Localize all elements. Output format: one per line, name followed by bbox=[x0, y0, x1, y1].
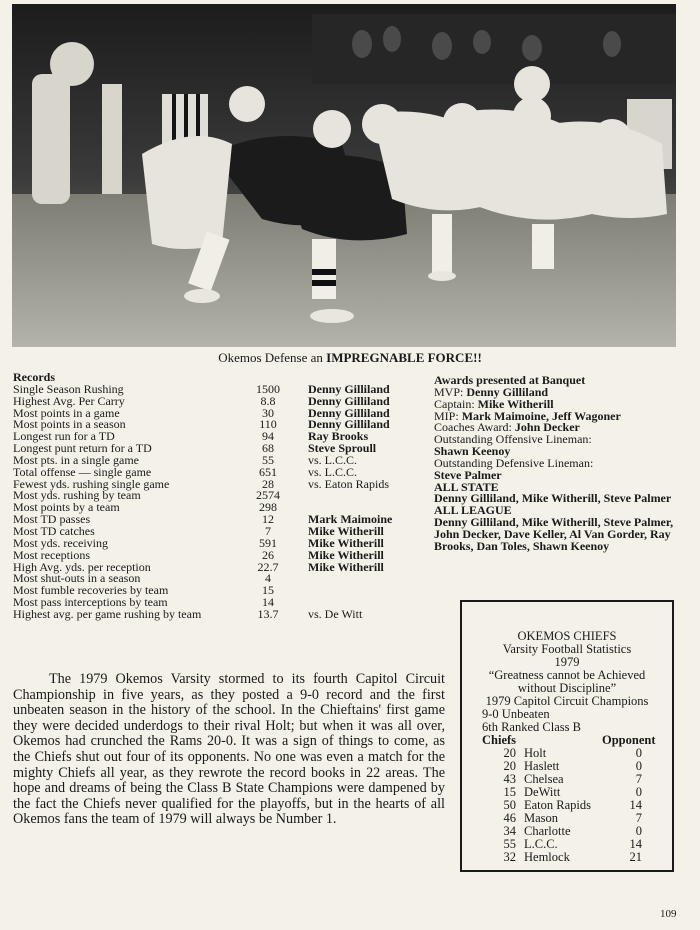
record-label: Most points in a game bbox=[13, 405, 120, 420]
record-value: 651 bbox=[259, 464, 277, 479]
record-value: 94 bbox=[262, 429, 274, 444]
record-holder: Denny Gilliland bbox=[308, 417, 390, 432]
awards-heading: Awards presented at Banquet bbox=[434, 373, 586, 387]
award-recipient: Denny Gilliland bbox=[466, 384, 549, 399]
stats-year: 1979 bbox=[554, 655, 580, 669]
game-row bbox=[462, 851, 672, 864]
records-section bbox=[13, 372, 423, 621]
record-holder: Mike Witherill bbox=[308, 547, 384, 562]
football-scene-illustration bbox=[12, 4, 676, 347]
season-story: The 1979 Okemos Varsity stormed to its fourth Capitol Circuit Championship in five years, as they posted a 9-0 record and the first unbeaten season in the history of the school. In the Chieftains' first game they were decided underdogs to their rival Holt; but when it was all over, Okemos had crunched the Rams 20-0. It was a sign of things to come, as the Chiefs shut out four of its opponents. No one was even a match for the mighty Chiefs all year, as they rewrote the record books in 22 areas. The hope and dreams of being the Class B State Champions were dampened by the fact the Chiefs never qualified for the playoffs, but in the hearts of all Okemos fans the team of 1979 will always be Number 1. bbox=[13, 671, 445, 828]
opponent-team: Charlotte bbox=[524, 824, 571, 838]
opponent-team: Hemlock bbox=[524, 850, 570, 864]
award-recipient: Denny Gilliland, Mike Witherill, Steve Palmer, John Decker, Dave Keller, Al Van Gorder, Ray Brooks, Dan Toles, Shawn Keenoy bbox=[434, 515, 674, 553]
caption-text: Okemos Defense an bbox=[218, 350, 327, 365]
opponent-team: DeWitt bbox=[524, 785, 561, 799]
chiefs-score: 34 bbox=[503, 824, 516, 838]
record-label: Most pass interceptions by team bbox=[13, 595, 168, 610]
record-row bbox=[13, 606, 423, 621]
stats-ranked: 6th Ranked Class B bbox=[482, 720, 581, 734]
caption-emphasis: IMPREGNABLE FORCE!! bbox=[326, 350, 482, 365]
record-value: 8.8 bbox=[260, 393, 276, 408]
record-value: 15 bbox=[262, 583, 274, 598]
record-holder: vs. L.C.C. bbox=[308, 464, 358, 479]
record-value: 7 bbox=[265, 523, 271, 538]
award-line bbox=[434, 517, 694, 553]
opponent-team: Mason bbox=[524, 811, 559, 825]
award-label: MVP: bbox=[434, 384, 467, 399]
record-label: High Avg. yds. per reception bbox=[13, 559, 151, 574]
football-photo bbox=[12, 4, 676, 347]
record-value: 591 bbox=[259, 535, 277, 550]
opponent-score: 0 bbox=[635, 746, 642, 760]
award-recipient: Shawn Keenoy bbox=[434, 444, 511, 459]
photo-caption bbox=[0, 350, 700, 366]
award-label: Captain: bbox=[434, 396, 478, 411]
col-chiefs: Chiefs bbox=[482, 733, 517, 747]
record-holder: vs. L.C.C. bbox=[308, 452, 358, 467]
stats-subtitle: Varsity Football Statistics bbox=[502, 642, 632, 656]
awards-section bbox=[434, 375, 694, 553]
award-recipient: John Decker bbox=[514, 420, 580, 435]
record-label: Most TD passes bbox=[13, 512, 91, 527]
record-label: Most receptions bbox=[13, 547, 90, 562]
award-label: Coaches Award: bbox=[434, 420, 515, 435]
opponent-team: L.C.C. bbox=[524, 837, 558, 851]
chiefs-score: 46 bbox=[503, 811, 516, 825]
record-value: 68 bbox=[262, 441, 274, 456]
record-holder: Mike Witherill bbox=[308, 535, 384, 550]
record-value: 22.7 bbox=[257, 559, 279, 574]
opponent-score: 7 bbox=[635, 772, 642, 786]
chiefs-score: 20 bbox=[503, 759, 516, 773]
record-label: Highest avg. per game rushing by team bbox=[13, 606, 202, 621]
record-label: Most yds. rushing by team bbox=[13, 488, 141, 503]
award-recipient: Mike Witherill bbox=[477, 396, 554, 411]
stats-unbeaten: 9-0 Unbeaten bbox=[482, 707, 550, 721]
record-label: Most shut-outs in a season bbox=[13, 571, 141, 586]
record-holder: Denny Gilliland bbox=[308, 393, 390, 408]
record-holder: Mark Maimoine bbox=[308, 512, 393, 527]
record-label: Longest run for a TD bbox=[13, 429, 115, 444]
award-recipient: ALL LEAGUE bbox=[434, 503, 512, 518]
stats-quote: “Greatness cannot be Achieved without Discipline” bbox=[488, 668, 646, 695]
opponent-score: 21 bbox=[629, 850, 642, 864]
chiefs-score: 43 bbox=[503, 772, 516, 786]
record-label: Most yds. receiving bbox=[13, 535, 108, 550]
record-value: 55 bbox=[262, 452, 274, 467]
record-holder: vs. De Witt bbox=[308, 606, 363, 621]
record-label: Most pts. in a single game bbox=[13, 452, 139, 467]
record-value: 14 bbox=[262, 595, 274, 610]
opponent-score: 7 bbox=[635, 811, 642, 825]
records-heading: Records bbox=[13, 370, 55, 384]
record-holder: Ray Brooks bbox=[308, 429, 369, 444]
record-holder: Denny Gilliland bbox=[308, 405, 390, 420]
stats-title: OKEMOS CHIEFS bbox=[517, 629, 617, 643]
award-recipient: ALL STATE bbox=[434, 479, 499, 494]
record-label: Most fumble recoveries by team bbox=[13, 583, 169, 598]
col-opponent: Opponent bbox=[602, 733, 656, 747]
stats-champions: 1979 Capitol Circuit Champions bbox=[485, 694, 649, 708]
opponent-team: Haslett bbox=[524, 759, 560, 773]
record-holder: Mike Witherill bbox=[308, 523, 384, 538]
award-label: Outstanding Offensive Lineman: bbox=[434, 432, 592, 447]
opponent-score: 0 bbox=[635, 759, 642, 773]
record-holder: Mike Witherill bbox=[308, 559, 384, 574]
record-value: 13.7 bbox=[257, 606, 279, 621]
award-label: MIP: bbox=[434, 408, 462, 423]
record-holder: Denny Gilliland bbox=[308, 381, 390, 396]
chiefs-score: 55 bbox=[503, 837, 516, 851]
opponent-score: 0 bbox=[635, 824, 642, 838]
record-value: 1500 bbox=[256, 381, 280, 396]
record-value: 110 bbox=[259, 417, 277, 432]
opponent-team: Eaton Rapids bbox=[524, 798, 592, 812]
chiefs-score: 20 bbox=[503, 746, 516, 760]
record-holder: vs. Eaton Rapids bbox=[308, 476, 389, 491]
award-recipient: Steve Palmer bbox=[434, 467, 502, 482]
record-label: Fewest yds. rushing single game bbox=[13, 476, 170, 491]
records-list bbox=[13, 381, 423, 621]
games-list bbox=[462, 747, 672, 864]
opponent-score: 0 bbox=[635, 785, 642, 799]
opponent-score: 14 bbox=[629, 798, 642, 812]
record-label: Longest punt return for a TD bbox=[13, 441, 152, 456]
record-value: 30 bbox=[262, 405, 274, 420]
record-value: 26 bbox=[262, 547, 274, 562]
record-label: Most points in a season bbox=[13, 417, 126, 432]
record-holder: Steve Sproull bbox=[308, 441, 377, 456]
chiefs-score: 32 bbox=[503, 850, 516, 864]
record-label: Total offense — single game bbox=[13, 464, 152, 479]
record-value: 12 bbox=[262, 512, 274, 527]
record-label: Most TD catches bbox=[13, 523, 95, 538]
opponent-team: Chelsea bbox=[524, 772, 564, 786]
chiefs-score: 15 bbox=[503, 785, 516, 799]
award-label: Outstanding Defensive Lineman: bbox=[434, 455, 594, 470]
award-recipient: Denny Gilliland, Mike Witherill, Steve Palmer bbox=[434, 491, 672, 506]
awards-list bbox=[434, 384, 694, 553]
record-value: 2574 bbox=[256, 488, 280, 503]
opponent-team: Holt bbox=[524, 746, 547, 760]
chiefs-score: 50 bbox=[503, 798, 516, 812]
award-recipient: Mark Maimoine, Jeff Wagoner bbox=[461, 408, 621, 423]
record-label: Single Season Rushing bbox=[13, 381, 124, 396]
stats-box bbox=[460, 600, 674, 872]
record-value: 298 bbox=[259, 500, 277, 515]
record-label: Highest Avg. Per Carry bbox=[13, 393, 125, 408]
record-label: Most points by a team bbox=[13, 500, 120, 515]
opponent-score: 14 bbox=[629, 837, 642, 851]
record-value: 28 bbox=[262, 476, 274, 491]
record-value: 4 bbox=[265, 571, 271, 586]
page-number: 109 bbox=[660, 908, 677, 920]
